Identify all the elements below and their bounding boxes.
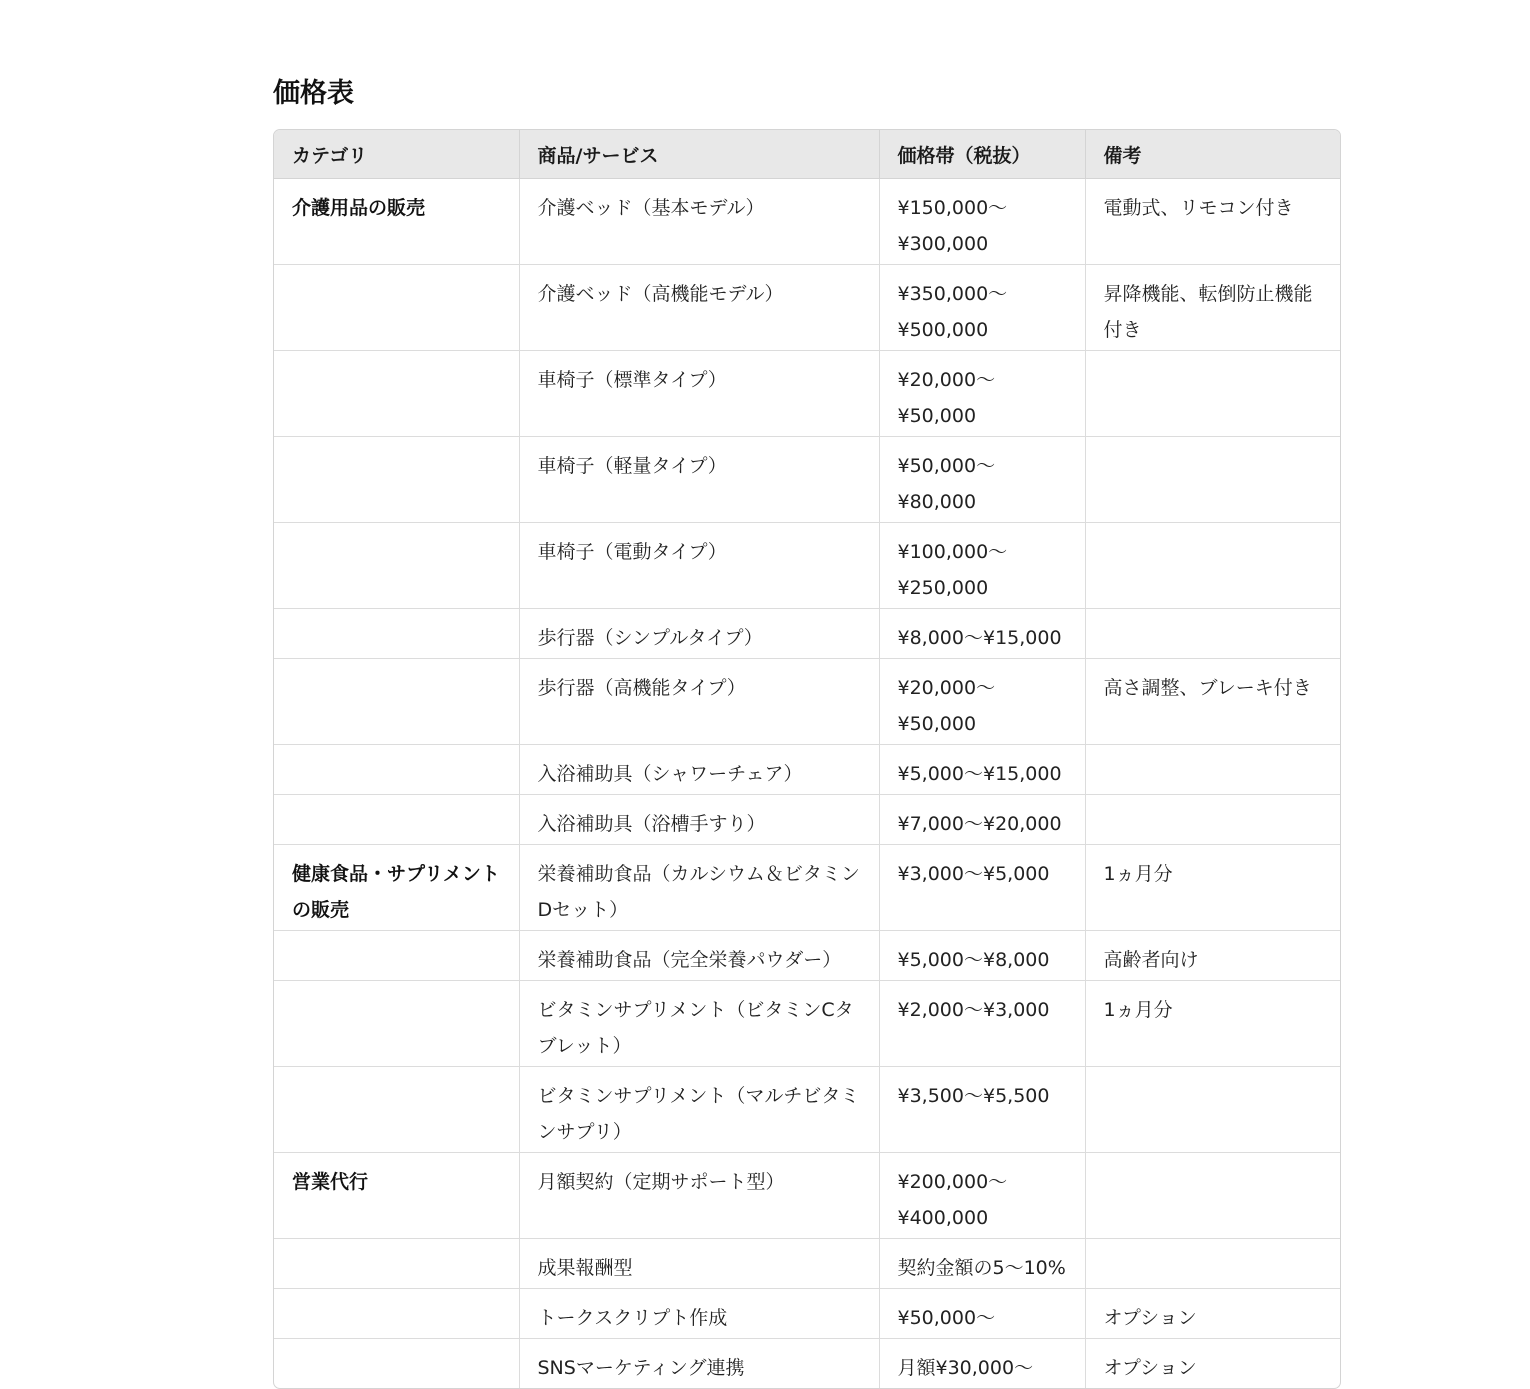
cell-price: ¥20,000〜¥50,000 — [879, 351, 1085, 437]
price-table-container — [273, 129, 1341, 1389]
cell-note: オプション — [1085, 1289, 1340, 1339]
cell-price: ¥200,000〜¥400,000 — [879, 1153, 1085, 1239]
table-row — [274, 1289, 1340, 1339]
cell-category: 介護用品の販売 — [274, 179, 519, 265]
table-row — [274, 981, 1340, 1067]
cell-category — [274, 609, 519, 659]
cell-price: ¥350,000〜¥500,000 — [879, 265, 1085, 351]
cell-item: 車椅子（電動タイプ） — [519, 523, 879, 609]
cell-price: 契約金額の5〜10% — [879, 1239, 1085, 1289]
cell-note — [1085, 609, 1340, 659]
cell-item: 入浴補助具（浴槽手すり） — [519, 795, 879, 845]
cell-note: 昇降機能、転倒防止機能付き — [1085, 265, 1340, 351]
cell-price: ¥5,000〜¥15,000 — [879, 745, 1085, 795]
table-row — [274, 523, 1340, 609]
column-header-note: 備考 — [1085, 130, 1340, 179]
table-row — [274, 1339, 1340, 1389]
cell-note: 高さ調整、ブレーキ付き — [1085, 659, 1340, 745]
cell-note — [1085, 745, 1340, 795]
table-row — [274, 1239, 1340, 1289]
cell-item: SNSマーケティング連携 — [519, 1339, 879, 1389]
cell-price: ¥100,000〜¥250,000 — [879, 523, 1085, 609]
table-row — [274, 609, 1340, 659]
table-row — [274, 265, 1340, 351]
cell-price: ¥7,000〜¥20,000 — [879, 795, 1085, 845]
cell-note — [1085, 1239, 1340, 1289]
cell-note — [1085, 523, 1340, 609]
cell-price: ¥150,000〜¥300,000 — [879, 179, 1085, 265]
cell-item: 介護ベッド（高機能モデル） — [519, 265, 879, 351]
cell-price: ¥3,500〜¥5,500 — [879, 1067, 1085, 1153]
cell-category — [274, 795, 519, 845]
cell-category — [274, 437, 519, 523]
cell-item: 歩行器（シンプルタイプ） — [519, 609, 879, 659]
cell-note: 1ヵ月分 — [1085, 981, 1340, 1067]
cell-price: ¥3,000〜¥5,000 — [879, 845, 1085, 931]
cell-item: 栄養補助食品（完全栄養パウダー） — [519, 931, 879, 981]
cell-item: 成果報酬型 — [519, 1239, 879, 1289]
cell-note: 1ヵ月分 — [1085, 845, 1340, 931]
cell-price: 月額¥30,000〜 — [879, 1339, 1085, 1389]
table-row — [274, 1067, 1340, 1153]
cell-item: 歩行器（高機能タイプ） — [519, 659, 879, 745]
cell-item: 車椅子（標準タイプ） — [519, 351, 879, 437]
cell-note: 高齢者向け — [1085, 931, 1340, 981]
cell-note — [1085, 1153, 1340, 1239]
cell-item: 介護ベッド（基本モデル） — [519, 179, 879, 265]
cell-category — [274, 981, 519, 1067]
cell-item: ビタミンサプリメント（ビタミンCタブレット） — [519, 981, 879, 1067]
cell-category — [274, 659, 519, 745]
table-header-row — [274, 130, 1340, 179]
cell-note — [1085, 437, 1340, 523]
cell-category — [274, 1339, 519, 1389]
cell-note — [1085, 351, 1340, 437]
page-title: 価格表 — [273, 78, 354, 109]
table-row — [274, 795, 1340, 845]
cell-price: ¥5,000〜¥8,000 — [879, 931, 1085, 981]
cell-note — [1085, 795, 1340, 845]
cell-price: ¥20,000〜¥50,000 — [879, 659, 1085, 745]
table-row — [274, 745, 1340, 795]
cell-category — [274, 1067, 519, 1153]
cell-category — [274, 745, 519, 795]
table-body — [274, 179, 1340, 1389]
cell-item: ビタミンサプリメント（マルチビタミンサプリ） — [519, 1067, 879, 1153]
cell-item: 栄養補助食品（カルシウム＆ビタミンDセット） — [519, 845, 879, 931]
table-row — [274, 179, 1340, 265]
column-header-price: 価格帯（税抜） — [879, 130, 1085, 179]
cell-note: オプション — [1103, 1357, 1197, 1379]
cell-category — [274, 523, 519, 609]
cell-category — [274, 931, 519, 981]
column-header-item: 商品/サービス — [519, 130, 879, 179]
table-row — [274, 437, 1340, 523]
cell-note: 電動式、リモコン付き — [1085, 179, 1340, 265]
cell-category — [274, 1239, 519, 1289]
cell-price: ¥50,000〜¥80,000 — [879, 437, 1085, 523]
table-row — [274, 351, 1340, 437]
table-row — [274, 931, 1340, 981]
table-row — [274, 659, 1340, 745]
cell-item: トークスクリプト作成 — [519, 1289, 879, 1339]
table-row — [274, 1153, 1340, 1239]
cell-note — [1085, 1067, 1340, 1153]
cell-item: 入浴補助具（シャワーチェア） — [519, 745, 879, 795]
column-header-category: カテゴリ — [274, 130, 519, 179]
cell-category — [274, 265, 519, 351]
cell-item: 月額契約（定期サポート型） — [519, 1153, 879, 1239]
table-row — [274, 845, 1340, 931]
cell-price: ¥2,000〜¥3,000 — [879, 981, 1085, 1067]
cell-category — [274, 1289, 519, 1339]
cell-category — [274, 351, 519, 437]
price-table — [274, 130, 1340, 1388]
cell-item: 車椅子（軽量タイプ） — [519, 437, 879, 523]
cell-price: ¥50,000〜 — [879, 1289, 1085, 1339]
cell-price: ¥8,000〜¥15,000 — [879, 609, 1085, 659]
cell-category: 健康食品・サプリメントの販売 — [274, 845, 519, 931]
cell-category: 営業代行 — [274, 1153, 519, 1239]
